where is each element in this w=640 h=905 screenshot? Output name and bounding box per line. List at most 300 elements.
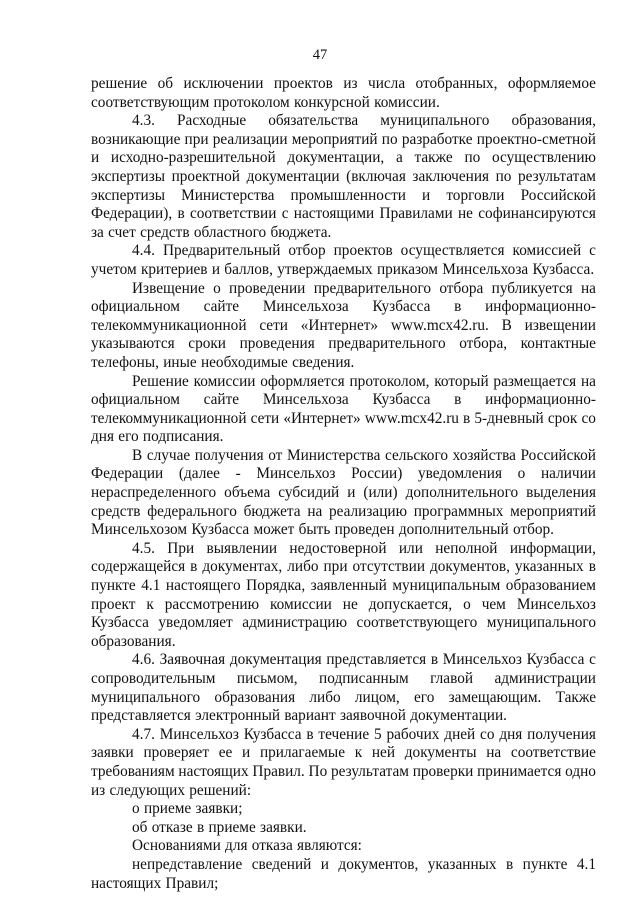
word: В	[501, 316, 512, 334]
word: замещающим.	[448, 688, 542, 706]
word: «Интернет»	[283, 409, 361, 427]
word: главой	[430, 670, 474, 687]
word: непредставление	[132, 855, 243, 873]
word: наличии	[540, 465, 596, 483]
word: мероприятий	[291, 130, 378, 148]
word: с	[589, 242, 596, 260]
word: 4.7.	[132, 725, 155, 743]
word: Федерации	[91, 465, 164, 483]
word: хозяйства	[452, 446, 516, 464]
word: заявочной	[339, 707, 406, 725]
word: нераспределенного	[91, 484, 217, 502]
text-line	[91, 782, 596, 801]
word: муниципальным	[392, 577, 501, 595]
word: информационно-	[485, 298, 596, 316]
word: экспертизы	[91, 186, 166, 204]
word: требованиям	[91, 762, 175, 780]
word: Заявочная	[159, 651, 226, 669]
text-line	[91, 800, 596, 819]
word: комиссии	[193, 372, 256, 390]
word: Порядка,	[246, 577, 306, 595]
word: Российской	[520, 446, 596, 464]
word: также	[414, 149, 453, 167]
word: с	[589, 651, 596, 669]
word: 4.1	[141, 577, 161, 595]
word: следующих	[109, 781, 185, 799]
word: Кузбасса	[526, 651, 585, 669]
word: извещении	[524, 316, 596, 334]
word: образованием	[505, 577, 596, 595]
word: от	[268, 446, 283, 464]
word: сети	[250, 409, 280, 427]
word: случае	[146, 446, 191, 464]
text-line	[91, 577, 596, 596]
word: софинансируются	[478, 205, 596, 223]
word: заявки;	[195, 800, 243, 818]
word: решений:	[189, 781, 252, 799]
word: настоящих	[91, 874, 162, 892]
word: средств	[140, 223, 190, 241]
word: выявлении	[206, 539, 278, 557]
word: комиссии.	[374, 93, 440, 111]
word: публикуется	[491, 279, 573, 297]
word: 4.3.	[132, 112, 155, 130]
word: счет	[108, 223, 136, 241]
word: не	[458, 205, 473, 223]
word: Основаниями	[132, 837, 221, 855]
word: ней	[371, 744, 396, 762]
word: мероприятий	[510, 502, 596, 520]
word: для	[225, 837, 248, 855]
word: из	[343, 75, 358, 92]
word: проект	[91, 595, 136, 613]
word: принимается	[477, 762, 562, 780]
word: Минсельхоз	[516, 595, 596, 613]
word: в	[588, 558, 596, 576]
text-line	[91, 205, 596, 224]
word: в	[463, 409, 471, 427]
word: Решение	[132, 372, 189, 390]
word: иные	[163, 353, 197, 371]
word: программных	[413, 502, 504, 520]
word: промышленности	[290, 186, 406, 204]
word: 5-дневный	[474, 409, 544, 427]
word: 5	[373, 725, 382, 743]
word: Минсельхоза	[262, 298, 349, 316]
word: экспертизы	[91, 167, 166, 185]
word: 4.5.	[132, 539, 155, 557]
word: одно	[565, 762, 596, 780]
text-line	[91, 540, 596, 559]
text-line	[91, 224, 596, 243]
word: отбор.	[512, 521, 554, 539]
text-line	[91, 280, 596, 299]
word: отказа	[251, 837, 293, 855]
word: Правил.	[252, 762, 305, 780]
word: проведен	[334, 521, 395, 539]
word: утверждаемых	[277, 260, 373, 278]
word: приказом	[376, 260, 438, 278]
word: дополнительного	[405, 484, 519, 502]
word: осуществлению	[492, 149, 596, 167]
word: предварительного	[313, 279, 431, 297]
word: уведомляет	[158, 614, 233, 632]
word: Министерства	[181, 186, 275, 204]
word: обязательства	[268, 112, 359, 130]
text-line	[91, 465, 596, 484]
word: (включая	[346, 167, 406, 185]
word: документов,	[338, 855, 419, 873]
word: Кузбасса	[91, 614, 149, 632]
word: быть	[298, 521, 331, 539]
text-line	[91, 354, 596, 373]
word: представляется	[91, 707, 191, 725]
word: официальном	[91, 298, 180, 316]
word: 4.1	[576, 855, 596, 873]
word: учетом	[91, 260, 137, 278]
word: а	[395, 149, 403, 167]
word: либо	[309, 688, 341, 706]
word: электронный	[195, 707, 281, 725]
word: пункте	[91, 577, 136, 595]
word: сельского	[384, 446, 448, 464]
word: оформляемое	[507, 75, 596, 92]
word: на	[581, 372, 596, 390]
word: результатам	[518, 167, 596, 185]
word: размещается	[493, 372, 577, 390]
word: информации,	[509, 539, 596, 557]
word: Также	[555, 688, 596, 706]
text-line	[91, 633, 596, 652]
text-line	[91, 261, 596, 280]
word: отсутствии	[352, 558, 426, 576]
word: отбора	[439, 279, 484, 297]
word: информационно-	[485, 391, 596, 409]
word: в	[454, 298, 462, 316]
text-line	[91, 112, 596, 131]
text-line	[91, 428, 596, 447]
word: реализации	[212, 130, 288, 148]
text-line	[91, 168, 596, 187]
word: дополнительный	[398, 521, 509, 539]
word: администрацию	[242, 614, 347, 632]
text-line	[91, 242, 596, 261]
word: проведения	[239, 335, 315, 353]
word: либо	[287, 558, 319, 576]
text-line	[91, 131, 596, 150]
text-line	[91, 614, 596, 633]
text-line	[91, 744, 596, 763]
word: Правилами	[379, 205, 453, 223]
word: субсидий	[278, 484, 340, 502]
text-line	[91, 335, 596, 354]
word: комиссии	[269, 595, 332, 613]
word: и	[242, 744, 251, 762]
word: подписания.	[142, 428, 224, 446]
text-line	[91, 689, 596, 708]
word: рабочих	[386, 725, 440, 743]
word: протоколом,	[349, 372, 430, 390]
word: о	[132, 800, 140, 818]
word: телекоммуникационной	[91, 409, 247, 427]
word: сайте	[203, 391, 240, 409]
word: или	[398, 539, 423, 557]
word: муниципального	[380, 112, 490, 130]
word: и	[91, 149, 100, 167]
word: соответствующего	[356, 614, 478, 632]
word: в	[306, 725, 314, 743]
word: документах,	[202, 558, 283, 576]
text-line	[91, 521, 596, 540]
word: прилагаемые	[259, 744, 345, 762]
word: при	[184, 130, 209, 148]
word: протоколом	[213, 93, 290, 111]
word: образования	[214, 688, 296, 706]
word: числа	[368, 75, 406, 92]
word: Кузбасса	[191, 521, 250, 539]
word: ее	[218, 744, 233, 762]
word: и	[320, 855, 329, 873]
word: отбор	[288, 242, 326, 260]
word: комиссией	[512, 242, 582, 260]
word: необходимые	[200, 353, 288, 371]
word: Предварительный	[162, 242, 281, 260]
page-number: 47	[312, 47, 328, 63]
word: и	[211, 260, 220, 278]
word: 4.6.	[132, 651, 155, 669]
word: телекоммуникационной	[91, 316, 247, 334]
word: течение	[318, 725, 370, 743]
text-line	[91, 651, 596, 670]
word: о	[463, 595, 471, 613]
word: Минсельхоз	[256, 465, 336, 483]
word: может	[253, 521, 295, 539]
word: осуществляется	[400, 242, 505, 260]
word: Российской	[520, 186, 596, 204]
word: о	[517, 465, 526, 483]
word: за	[91, 223, 104, 241]
text-line	[91, 94, 596, 113]
word: рассмотрению	[164, 595, 260, 613]
word: проведении	[229, 279, 306, 297]
word: со	[480, 725, 495, 743]
word: отказе	[151, 818, 193, 836]
word: заявленный	[310, 577, 387, 595]
word: и	[347, 484, 356, 502]
word: в	[454, 391, 462, 409]
word: который	[434, 372, 489, 390]
word: Минсельхозом	[91, 521, 188, 539]
word: Кузбасса.	[532, 260, 595, 278]
word: об	[157, 75, 174, 92]
word: в	[196, 818, 205, 836]
word: в	[177, 205, 185, 223]
word: оформляется	[260, 372, 345, 390]
word: федерального	[147, 502, 237, 520]
word: бюджета.	[270, 223, 332, 241]
word: России)	[351, 465, 403, 483]
word: областного	[193, 223, 267, 241]
word: документация	[229, 651, 322, 669]
word: настоящих	[178, 762, 249, 780]
word: Кузбасса	[243, 725, 302, 743]
text-line	[91, 75, 596, 94]
text-line	[91, 596, 596, 615]
word: и	[422, 186, 431, 204]
word: проектов	[333, 242, 393, 260]
word: Кузбасса	[372, 391, 431, 409]
word: по	[464, 149, 481, 167]
word: по	[381, 130, 398, 148]
word: настоящего	[165, 577, 241, 595]
word: дней	[444, 725, 476, 743]
word: указанных	[514, 558, 584, 576]
word: баллов,	[224, 260, 273, 278]
text-line	[91, 298, 596, 317]
text-line	[91, 484, 596, 503]
word: выделения	[526, 484, 596, 502]
word: Расходные	[177, 112, 247, 130]
word: подписанным	[319, 670, 409, 687]
word: телефоны,	[91, 353, 159, 371]
word: предварительного	[328, 335, 446, 353]
word: Министерства	[287, 446, 381, 464]
word: в	[190, 558, 198, 576]
word: не	[342, 595, 358, 613]
word: Минсельхоза	[442, 260, 529, 278]
word: отобранных,	[415, 75, 498, 92]
word: www.mcx42.ru	[364, 409, 459, 427]
word: исключении	[183, 75, 264, 92]
word: отбора,	[459, 335, 508, 353]
word: решение	[91, 75, 148, 92]
text-line	[91, 149, 596, 168]
word: объема	[224, 484, 271, 502]
word: документы	[404, 744, 477, 762]
word: Правил;	[165, 874, 219, 892]
text-line	[91, 856, 596, 875]
text-line	[91, 410, 596, 429]
word: заявки.	[260, 818, 307, 836]
word: дня	[91, 428, 115, 446]
word: соответствии	[189, 205, 277, 223]
text-line	[91, 875, 596, 894]
word: со	[581, 409, 596, 427]
word: Минсельхоз	[442, 651, 522, 669]
text-line	[91, 837, 596, 856]
word: допускается,	[368, 595, 453, 613]
word: содержащейся	[91, 558, 186, 576]
word: критериев	[140, 260, 208, 278]
word: муниципального	[486, 614, 596, 632]
word: в	[506, 855, 514, 873]
word: неполной	[435, 539, 498, 557]
word: возникающие	[91, 130, 181, 148]
word: приеме	[208, 818, 256, 836]
word: документов,	[430, 558, 510, 576]
word: в	[430, 651, 439, 669]
text-line	[91, 670, 596, 689]
word: вариант	[284, 707, 336, 725]
word: сети	[259, 316, 288, 334]
word: об	[132, 818, 148, 836]
word: администрации	[494, 670, 596, 687]
word: его	[118, 428, 139, 446]
text-line	[91, 503, 596, 522]
word: лицом,	[354, 688, 400, 706]
word: разработке	[401, 130, 473, 148]
word: образования,	[511, 112, 596, 130]
word: средств	[91, 502, 141, 520]
word: официальном	[91, 391, 180, 409]
word: к	[354, 744, 363, 762]
word: к	[146, 595, 154, 613]
word: на	[580, 279, 596, 297]
word: соответствие	[510, 744, 596, 762]
word: сведения.	[292, 353, 355, 371]
word: о	[213, 279, 221, 297]
word: сроки	[188, 335, 226, 353]
word: документации,	[287, 149, 385, 167]
word: соответствующим	[91, 93, 210, 111]
word: его	[414, 688, 435, 706]
word: результатам	[330, 762, 409, 780]
word: приеме	[143, 800, 192, 818]
word: Кузбасса	[372, 298, 431, 316]
word: В	[132, 446, 143, 464]
word: -	[235, 465, 241, 483]
word: образования.	[91, 632, 176, 650]
word: заявки	[91, 744, 134, 762]
word: представляется	[326, 651, 427, 669]
word: с	[281, 205, 289, 223]
word: настоящими	[293, 205, 375, 223]
text-line	[91, 391, 596, 410]
word: Извещение	[132, 279, 205, 297]
word: проверки	[412, 762, 474, 780]
word: из	[91, 781, 106, 799]
word: указанных	[427, 855, 497, 873]
word: сайте	[203, 298, 240, 316]
word: уведомления	[417, 465, 502, 483]
text-line	[91, 187, 596, 206]
word: Минсельхоза	[262, 391, 349, 409]
word: контактные	[520, 335, 596, 353]
text-line	[91, 447, 596, 466]
word: конкурсной	[294, 93, 370, 111]
word: торговли	[446, 186, 505, 204]
word: проектной	[171, 167, 240, 185]
word: заключения	[412, 167, 490, 185]
word: получения	[194, 446, 264, 464]
word: проектов	[273, 75, 333, 92]
word: (или)	[363, 484, 398, 502]
word: бюджета	[243, 502, 301, 520]
text-line	[91, 373, 596, 392]
word: дня	[499, 725, 523, 743]
word: сопроводительным	[91, 670, 216, 687]
word: на	[486, 744, 502, 762]
word: исходно-разрешительной	[110, 149, 276, 167]
word: проверяет	[143, 744, 210, 762]
word: По	[308, 762, 328, 780]
text-line	[91, 707, 596, 726]
word: муниципального	[91, 688, 201, 706]
word: срок	[547, 409, 578, 427]
word: пункте	[522, 855, 568, 873]
text-line	[91, 726, 596, 745]
word: www.mcx42.ru.	[390, 316, 489, 334]
